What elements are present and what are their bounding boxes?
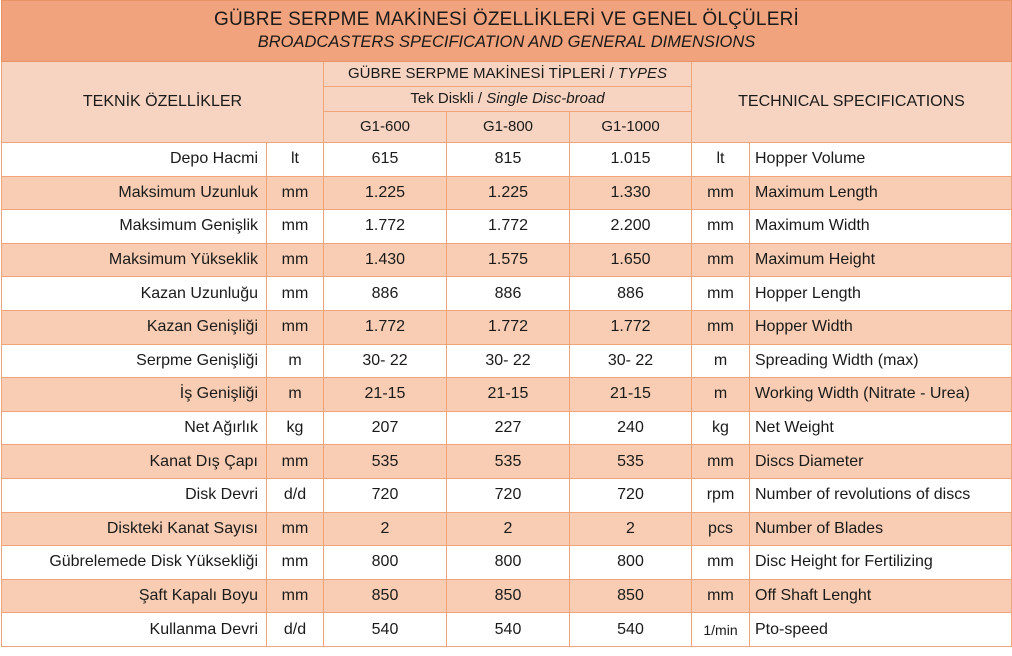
- title-main: GÜBRE SERPME MAKİNESİ ÖZELLİKLERİ VE GENEL ÖLÇÜLERİ: [214, 9, 799, 30]
- value-g1-800: 535: [447, 445, 570, 479]
- table-row: [2, 243, 1012, 277]
- value-g1-600: 800: [324, 546, 447, 580]
- unit-tr: m: [267, 378, 324, 412]
- unit-tr: kg: [267, 411, 324, 445]
- spec-name-tr: Kazan Genişliği: [2, 310, 267, 344]
- value-g1-1000: 535: [570, 445, 692, 479]
- value-g1-600: 1.225: [324, 176, 447, 210]
- unit-tr: m: [267, 344, 324, 378]
- table-row: [2, 579, 1012, 613]
- unit-tr: lt: [267, 143, 324, 177]
- disc-tr: Tek Diskli /: [410, 90, 487, 107]
- spec-name-tr: Kanat Dış Çapı: [2, 445, 267, 479]
- spec-name-en: Off Shaft Lenght: [750, 579, 1012, 613]
- table-row: [2, 176, 1012, 210]
- header-right: TECHNICAL SPECIFICATIONS: [692, 62, 1012, 143]
- table-row: [2, 478, 1012, 512]
- header-left: TEKNİK ÖZELLİKLER: [2, 62, 324, 143]
- spec-name-tr: İş Genişliği: [2, 378, 267, 412]
- value-g1-1000: 1.650: [570, 243, 692, 277]
- value-g1-800: 720: [447, 478, 570, 512]
- spec-name-tr: Serpme Genişliği: [2, 344, 267, 378]
- value-g1-600: 720: [324, 478, 447, 512]
- table-row: [2, 344, 1012, 378]
- value-g1-800: 227: [447, 411, 570, 445]
- spec-name-en: Number of revolutions of discs: [750, 478, 1012, 512]
- value-g1-1000: 850: [570, 579, 692, 613]
- value-g1-800: 1.225: [447, 176, 570, 210]
- value-g1-800: 1.772: [447, 310, 570, 344]
- spec-table: [1, 0, 1012, 647]
- spec-name-tr: Kazan Uzunluğu: [2, 277, 267, 311]
- spec-name-tr: Gübrelemede Disk Yüksekliği: [2, 546, 267, 580]
- table-row: [2, 143, 1012, 177]
- value-g1-800: 21-15: [447, 378, 570, 412]
- spec-name-en: Hopper Length: [750, 277, 1012, 311]
- spec-name-en: Hopper Width: [750, 310, 1012, 344]
- unit-en: mm: [692, 210, 750, 244]
- unit-en: m: [692, 378, 750, 412]
- value-g1-800: 540: [447, 613, 570, 647]
- value-g1-600: 207: [324, 411, 447, 445]
- unit-en: mm: [692, 277, 750, 311]
- value-g1-800: 1.772: [447, 210, 570, 244]
- unit-en: mm: [692, 243, 750, 277]
- spec-name-tr: Kullanma Devri: [2, 613, 267, 647]
- table-row: [2, 310, 1012, 344]
- value-g1-1000: 2: [570, 512, 692, 546]
- spec-name-en: Spreading Width (max): [750, 344, 1012, 378]
- value-g1-1000: 1.772: [570, 310, 692, 344]
- spec-name-en: Maximum Length: [750, 176, 1012, 210]
- spec-name-en: Working Width (Nitrate - Urea): [750, 378, 1012, 412]
- table-row: [2, 445, 1012, 479]
- value-g1-800: 815: [447, 143, 570, 177]
- unit-en: mm: [692, 176, 750, 210]
- unit-en: pcs: [692, 512, 750, 546]
- spec-name-en: Net Weight: [750, 411, 1012, 445]
- value-g1-800: 850: [447, 579, 570, 613]
- value-g1-600: 540: [324, 613, 447, 647]
- unit-en: 1/min: [692, 613, 750, 647]
- value-g1-600: 1.772: [324, 310, 447, 344]
- table-row: [2, 546, 1012, 580]
- value-g1-800: 30- 22: [447, 344, 570, 378]
- header-types: [324, 62, 692, 87]
- value-g1-1000: 540: [570, 613, 692, 647]
- spec-name-tr: Net Ağırlık: [2, 411, 267, 445]
- spec-name-en: Maximum Width: [750, 210, 1012, 244]
- spec-name-tr: Maksimum Uzunluk: [2, 176, 267, 210]
- value-g1-800: 800: [447, 546, 570, 580]
- unit-en: mm: [692, 579, 750, 613]
- unit-en: m: [692, 344, 750, 378]
- unit-en: mm: [692, 445, 750, 479]
- spec-name-en: Disc Height for Fertilizing: [750, 546, 1012, 580]
- spec-name-en: Number of Blades: [750, 512, 1012, 546]
- value-g1-600: 886: [324, 277, 447, 311]
- value-g1-1000: 2.200: [570, 210, 692, 244]
- value-g1-1000: 800: [570, 546, 692, 580]
- spec-name-tr: Diskteki Kanat Sayısı: [2, 512, 267, 546]
- model-header: G1-800: [447, 112, 570, 143]
- model-header: G1-1000: [570, 112, 692, 143]
- value-g1-800: 886: [447, 277, 570, 311]
- table-row: [2, 613, 1012, 647]
- value-g1-600: 850: [324, 579, 447, 613]
- table-row: [2, 277, 1012, 311]
- unit-tr: mm: [267, 579, 324, 613]
- spec-name-en: Hopper Volume: [750, 143, 1012, 177]
- spec-name-tr: Disk Devri: [2, 478, 267, 512]
- value-g1-1000: 720: [570, 478, 692, 512]
- unit-tr: mm: [267, 546, 324, 580]
- unit-en: rpm: [692, 478, 750, 512]
- table-row: [2, 378, 1012, 412]
- header-row-types: [2, 62, 1012, 87]
- value-g1-600: 1.772: [324, 210, 447, 244]
- value-g1-800: 1.575: [447, 243, 570, 277]
- title-row: [2, 1, 1012, 62]
- title-sub: BROADCASTERS SPECIFICATION AND GENERAL DIMENSIONS: [257, 33, 756, 51]
- disc-en: Single Disc-broad: [486, 90, 605, 107]
- spec-name-tr: Depo Hacmi: [2, 143, 267, 177]
- table-row: [2, 210, 1012, 244]
- unit-en: mm: [692, 310, 750, 344]
- types-en: TYPES: [617, 65, 667, 82]
- unit-tr: d/d: [267, 478, 324, 512]
- value-g1-800: 2: [447, 512, 570, 546]
- value-g1-600: 2: [324, 512, 447, 546]
- header-disc: [324, 87, 692, 112]
- title-cell: [2, 1, 1012, 62]
- unit-tr: mm: [267, 310, 324, 344]
- unit-en: mm: [692, 546, 750, 580]
- value-g1-600: 21-15: [324, 378, 447, 412]
- table-row: [2, 411, 1012, 445]
- value-g1-1000: 1.015: [570, 143, 692, 177]
- unit-tr: mm: [267, 210, 324, 244]
- spec-name-tr: Maksimum Genişlik: [2, 210, 267, 244]
- value-g1-1000: 886: [570, 277, 692, 311]
- value-g1-600: 615: [324, 143, 447, 177]
- unit-tr: mm: [267, 445, 324, 479]
- spec-name-en: Discs Diameter: [750, 445, 1012, 479]
- value-g1-1000: 240: [570, 411, 692, 445]
- value-g1-1000: 1.330: [570, 176, 692, 210]
- spec-name-tr: Maksimum Yükseklik: [2, 243, 267, 277]
- model-header: G1-600: [324, 112, 447, 143]
- unit-tr: d/d: [267, 613, 324, 647]
- table-row: [2, 512, 1012, 546]
- value-g1-600: 535: [324, 445, 447, 479]
- value-g1-600: 30- 22: [324, 344, 447, 378]
- unit-tr: mm: [267, 243, 324, 277]
- unit-en: lt: [692, 143, 750, 177]
- unit-tr: mm: [267, 512, 324, 546]
- types-tr: GÜBRE SERPME MAKİNESİ TİPLERİ /: [348, 65, 618, 82]
- unit-en: kg: [692, 411, 750, 445]
- spec-name-en: Pto-speed: [750, 613, 1012, 647]
- value-g1-1000: 21-15: [570, 378, 692, 412]
- unit-tr: mm: [267, 277, 324, 311]
- spec-name-tr: Şaft Kapalı Boyu: [2, 579, 267, 613]
- value-g1-1000: 30- 22: [570, 344, 692, 378]
- unit-tr: mm: [267, 176, 324, 210]
- spec-name-en: Maximum Height: [750, 243, 1012, 277]
- value-g1-600: 1.430: [324, 243, 447, 277]
